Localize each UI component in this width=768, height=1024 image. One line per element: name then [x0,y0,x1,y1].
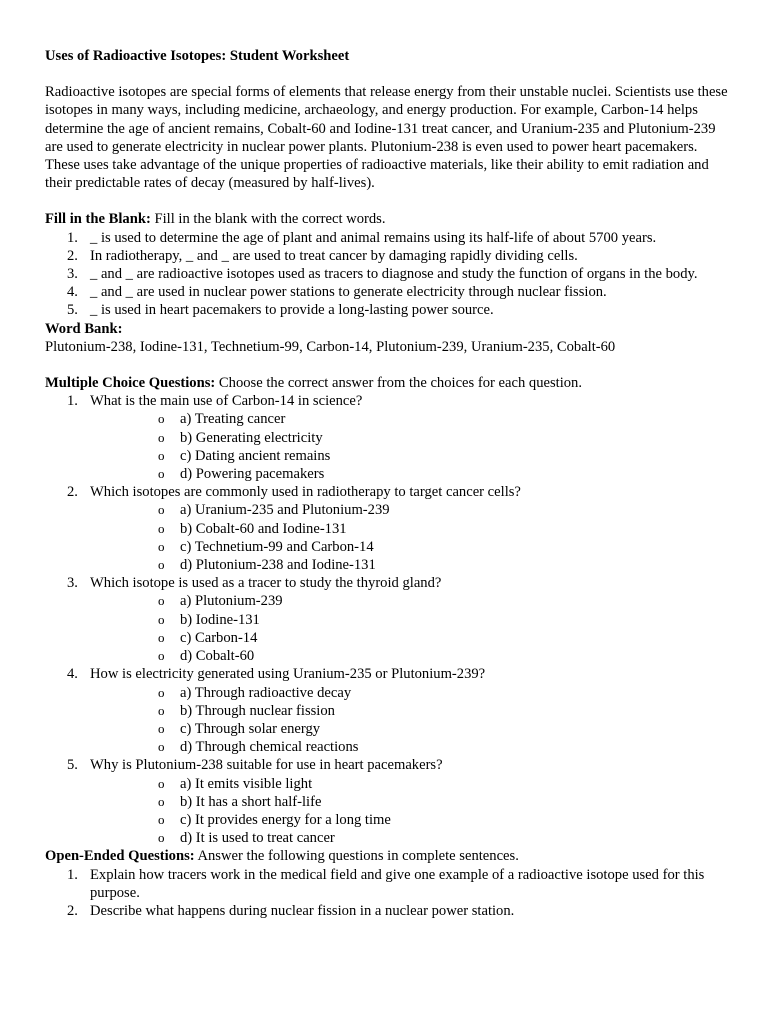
bullet-icon: o [158,557,165,573]
option-item [90,829,728,847]
option-text: c) Technetium-99 and Carbon-14 [180,538,374,555]
mc-question [45,756,728,847]
multiple-choice-section-header [45,374,728,392]
option-item [90,647,728,665]
fill-blank-item [45,301,728,319]
mc-question [45,574,728,665]
question-text: How is electricity generated using Uranium-235 or Plutonium-239? [90,666,486,683]
option-text: d) It is used to treat cancer [180,830,335,847]
item-number: 2. [67,247,78,264]
word-bank [45,320,728,356]
option-text: c) It provides energy for a long time [180,811,391,828]
option-item [90,592,728,610]
bullet-icon: o [158,830,165,846]
page-title: Uses of Radioactive Isotopes: Student Worksheet [45,48,350,64]
mc-question [45,665,728,756]
option-text: d) Cobalt-60 [180,648,255,665]
option-list [90,501,728,574]
question-text: What is the main use of Carbon-14 in science? [90,393,363,410]
item-text: _ is used in heart pacemakers to provide a long-lasting power source. [90,302,494,319]
item-text: In radiotherapy, _ and _ are used to treat cancer by damaging rapidly dividing cells. [90,247,578,264]
option-item [90,702,728,720]
option-list [90,410,728,483]
option-item [90,520,728,538]
bullet-icon: o [158,429,165,445]
bullet-icon: o [158,593,165,609]
item-text: _ and _ are used in nuclear power stations to generate electricity through nuclear fission. [90,284,607,301]
item-number: 4. [67,284,78,301]
option-text: b) Iodine-131 [180,611,260,628]
item-text: Explain how tracers work in the medical field and give one example of a radioactive isotope used for this purpose. [90,866,705,901]
option-item [90,811,728,829]
option-text: d) Plutonium-238 and Iodine-131 [180,557,376,574]
open-ended-item [45,866,728,902]
item-number: 3. [67,266,78,283]
option-list [90,684,728,757]
option-item [90,793,728,811]
option-item [90,447,728,465]
bullet-icon: o [158,538,165,554]
option-text: a) Through radioactive decay [180,684,352,701]
option-item [90,410,728,428]
bullet-icon: o [158,702,165,718]
question-number: 3. [67,575,78,592]
option-item [90,429,728,447]
bullet-icon: o [158,629,165,645]
fill-blank-item [45,283,728,301]
option-list [90,592,728,665]
option-text: c) Through solar energy [180,720,321,737]
option-text: c) Carbon-14 [180,629,258,646]
bullet-icon: o [158,447,165,463]
fill-blank-heading: Fill in the Blank: [45,211,151,228]
multiple-choice-heading: Multiple Choice Questions: [45,375,216,392]
option-item [90,720,728,738]
option-item [90,775,728,793]
intro-paragraph: Radioactive isotopes are special forms of elements that release energy from their unstable nuclei. Scientists use these isotopes in many ways, including medicine, archaeology, and energy production. For example, Carbon-14 helps determine the age of ancient remains, Cobalt-60 and Iodine-131 treat cancer, and Uranium-235 and Plutonium-239 are used to generate electricity in nuclear power plants. Plutonium-238 is even used to power heart pacemakers. These uses take advantage of the unique properties of radioactive materials, like their ability to emit radiation and their predictable rates of decay (measured by half-lives). [45,84,728,192]
question-number: 5. [67,757,78,774]
option-text: b) Cobalt-60 and Iodine-131 [180,520,347,537]
item-text: Describe what happens during nuclear fission in a nuclear power station. [90,902,515,919]
multiple-choice-instruction: Choose the correct answer from the choices for each question. [215,375,582,392]
bullet-icon: o [158,793,165,809]
option-text: b) It has a short half-life [180,793,322,810]
fill-blank-instruction: Fill in the blank with the correct words. [150,211,386,228]
item-text: _ and _ are radioactive isotopes used as tracers to diagnose and study the function of organs in the body. [90,266,698,283]
bullet-icon: o [158,720,165,736]
option-text: b) Through nuclear fission [180,702,335,719]
fill-blank-list [45,229,728,320]
fill-blank-section-header [45,210,728,228]
word-bank-heading: Word Bank: [45,320,123,337]
fill-blank-item [45,229,728,247]
bullet-icon: o [158,611,165,627]
mc-question [45,483,728,574]
option-item [90,684,728,702]
bullet-icon: o [158,811,165,827]
fill-blank-item [45,265,728,283]
bullet-icon: o [158,520,165,536]
fill-blank-item [45,247,728,265]
option-text: c) Dating ancient remains [180,447,331,464]
item-text: _ is used to determine the age of plant and animal remains using its half-life of about 5700 years. [90,229,657,246]
option-item [90,629,728,647]
option-text: a) It emits visible light [180,775,313,792]
bullet-icon: o [158,502,165,518]
bullet-icon: o [158,775,165,791]
item-number: 5. [67,302,78,319]
bullet-icon: o [158,684,165,700]
question-text: Why is Plutonium-238 suitable for use in heart pacemakers? [90,757,443,774]
option-text: d) Through chemical reactions [180,739,359,756]
question-number: 4. [67,666,78,683]
bullet-icon: o [158,739,165,755]
item-number: 2. [67,902,78,919]
option-item [90,611,728,629]
open-ended-heading: Open-Ended Questions: [45,848,195,865]
option-text: a) Uranium-235 and Plutonium-239 [180,502,390,519]
item-number: 1. [67,229,78,246]
option-item [90,501,728,519]
open-ended-section-header [45,847,728,865]
mc-question [45,392,728,483]
option-text: b) Generating electricity [180,429,323,446]
question-text: Which isotopes are commonly used in radiotherapy to target cancer cells? [90,484,521,501]
open-ended-list [45,866,728,921]
option-text: d) Powering pacemakers [180,466,325,483]
option-text: a) Plutonium-239 [180,593,283,610]
option-item [90,465,728,483]
question-number: 2. [67,484,78,501]
bullet-icon: o [158,648,165,664]
multiple-choice-list [45,392,728,847]
option-item [90,738,728,756]
item-number: 1. [67,866,78,883]
question-text: Which isotope is used as a tracer to study the thyroid gland? [90,575,442,592]
open-ended-item [45,902,728,920]
option-text: a) Treating cancer [180,411,286,428]
bullet-icon: o [158,411,165,427]
word-bank-words: Plutonium-238, Iodine-131, Technetium-99, Carbon-14, Plutonium-239, Uranium-235, Cobalt-60 [45,338,616,355]
open-ended-instruction: Answer the following questions in complete sentences. [194,848,519,865]
bullet-icon: o [158,466,165,482]
question-number: 1. [67,393,78,410]
option-list [90,775,728,848]
option-item [90,538,728,556]
option-item [90,556,728,574]
